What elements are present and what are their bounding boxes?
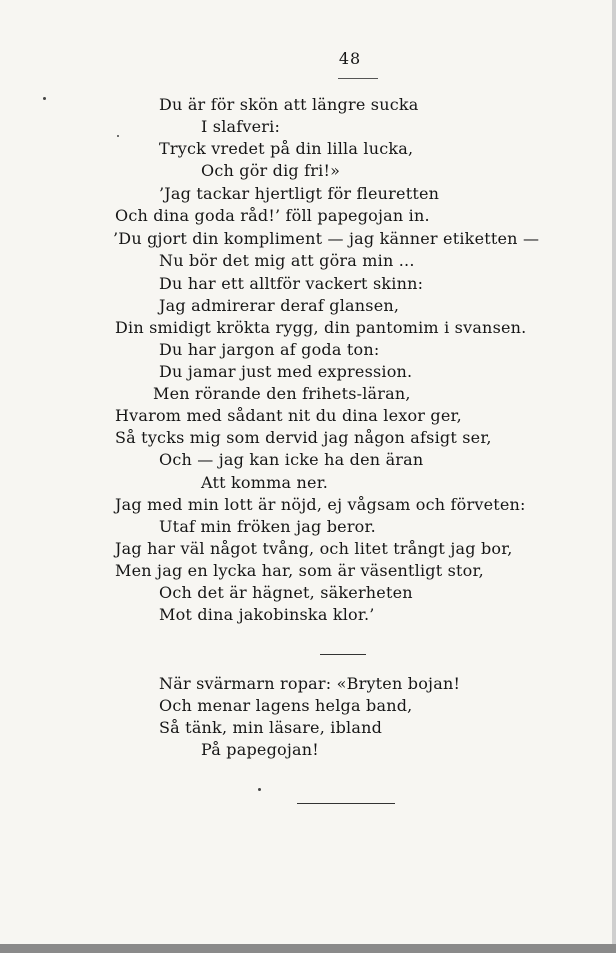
scan-speck <box>258 788 261 791</box>
poem-line: Tryck vredet på din lilla lucka, <box>159 139 414 158</box>
poem-line: Så tänk, min läsare, ibland <box>159 718 383 737</box>
poem-line: ’Jag tackar hjertligt för fleuretten <box>159 184 440 203</box>
poem-line: Och det är hägnet, säkerheten <box>159 583 413 602</box>
poem-line: Och dina goda råd!’ föll papegojan in. <box>115 206 430 225</box>
poem-line: ’Du gjort din kompliment — jag känner etiketten — <box>113 229 540 248</box>
poem-line: Jag admirerar deraf glansen, <box>159 296 400 315</box>
poem-line: Så tycks mig som dervid jag någon afsigt ser, <box>115 428 492 447</box>
poem-line: Att komma ner. <box>201 473 329 492</box>
poem-line: Du är för skön att längre sucka <box>159 95 419 114</box>
poem-line: Du jamar just med expression. <box>159 362 413 381</box>
poem-line: Hvarom med sådant nit du dina lexor ger, <box>115 406 462 425</box>
section-divider <box>320 654 366 655</box>
poem-line: Din smidigt krökta rygg, din pantomim i svansen. <box>115 318 527 337</box>
page-number: 48 <box>338 49 362 68</box>
poem-line: Nu bör det mig att göra min ... <box>159 251 415 270</box>
poem-line: Men rörande den frihets-läran, <box>153 384 411 403</box>
scan-bottom-band <box>0 944 616 953</box>
page-edge-shadow <box>612 0 616 953</box>
poem-line: Du har ett alltför vackert skinn: <box>159 274 424 293</box>
poem-line: Utaf min fröken jag beror. <box>159 517 376 536</box>
poem-line: Och gör dig fri!» <box>201 161 341 180</box>
scan-speck <box>43 97 46 100</box>
poem-line: Och — jag kan icke ha den äran <box>159 450 424 469</box>
end-divider <box>297 803 395 804</box>
poem-line: I slafveri: <box>201 117 281 136</box>
poem-line: Du har jargon af goda ton: <box>159 340 380 359</box>
poem-line: På papegojan! <box>201 740 319 759</box>
poem-line: Jag med min lott är nöjd, ej vågsam och förveten: <box>115 495 526 514</box>
poem-line: När svärmarn ropar: «Bryten bojan! <box>159 674 461 693</box>
poem-line: Men jag en lycka har, som är väsentligt stor, <box>115 561 484 580</box>
scan-speck <box>117 135 119 137</box>
poem-line: Jag har väl något tvång, och litet trångt jag bor, <box>115 539 513 558</box>
poem-line: Mot dina jakobinska klor.’ <box>159 605 375 624</box>
poem-line: Och menar lagens helga band, <box>159 696 413 715</box>
header-rule <box>338 78 378 79</box>
